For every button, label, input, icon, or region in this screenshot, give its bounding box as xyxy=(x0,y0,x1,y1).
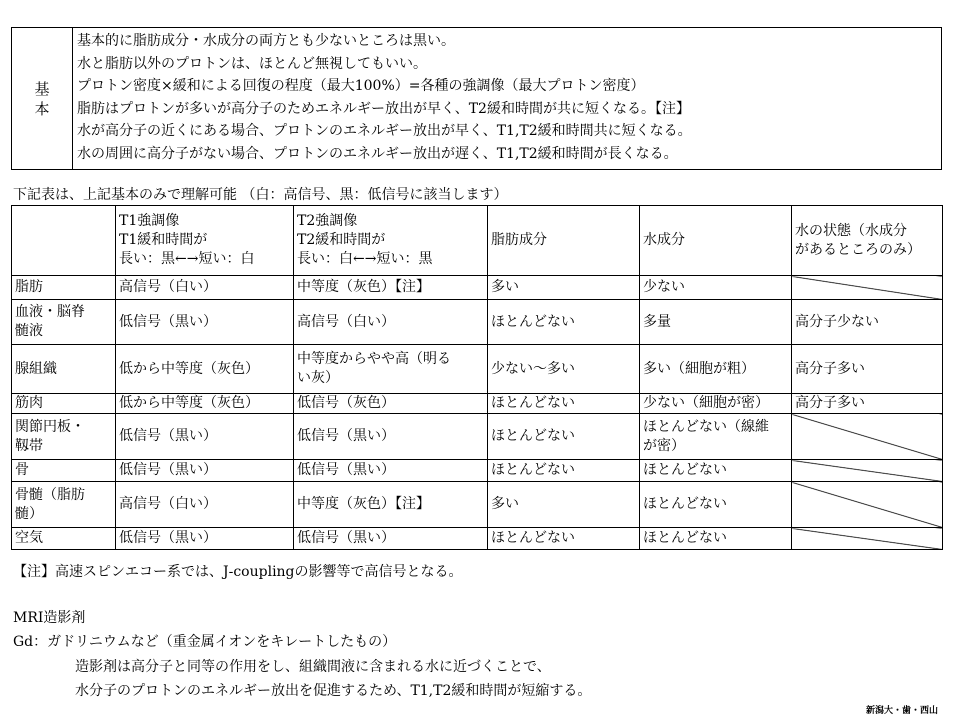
table-cell: ほとんどない xyxy=(640,528,792,550)
basic-principles-box xyxy=(11,27,942,170)
table-row xyxy=(12,345,943,394)
contrast-description-line: 造影剤は高分子と同等の作用をし、組織間液に含まれる水に近づくことで、 xyxy=(75,659,551,675)
table-cell: ほとんどない xyxy=(488,414,640,460)
table-header-cell xyxy=(12,206,116,276)
tissue-name-cell: 骨 xyxy=(12,460,116,482)
table-cell xyxy=(792,276,943,300)
table-cell: 低信号（黒い） xyxy=(116,460,294,482)
table-cell: 中等度からやや高（明る い灰） xyxy=(294,345,488,394)
table-cell: 多い xyxy=(488,482,640,528)
table-cell: 高分子少ない xyxy=(792,300,943,345)
table-header-cell: T2強調像 T2緩和時間が 長い：白←→短い：黒 xyxy=(294,206,488,276)
table-cell: 高信号（白い） xyxy=(116,276,294,300)
table-header-cell: 脂肪成分 xyxy=(488,206,640,276)
credit: 新潟大・歯・西山 xyxy=(865,706,938,716)
tissue-name-cell: 骨髄（脂肪 髄） xyxy=(12,482,116,528)
tissue-name-cell: 脂肪 xyxy=(12,276,116,300)
table-cell: 低信号（黒い） xyxy=(294,460,488,482)
basic-lines xyxy=(73,28,941,169)
gadolinium-line: Gd：ガドリニウムなど（重金属イオンをキレートしたもの） xyxy=(13,634,397,650)
table-cell: 低信号（黒い） xyxy=(294,414,488,460)
table-cell: 少ない〜多い xyxy=(488,345,640,394)
basic-label-char: 基 xyxy=(34,79,50,98)
table-cell: 低信号（黒い） xyxy=(294,528,488,550)
table-row xyxy=(12,460,943,482)
signal-table xyxy=(11,205,943,550)
table-cell: 多い xyxy=(488,276,640,300)
table-cell: 低から中等度（灰色） xyxy=(116,345,294,394)
table-cell xyxy=(792,414,943,460)
basic-line: 水の周囲に高分子がない場合、プロトンのエネルギー放出が遅く、T1,T2緩和時間が長くなる。 xyxy=(77,145,678,162)
contrast-agent-title: MRI造影剤 xyxy=(13,610,86,626)
table-row xyxy=(12,528,943,550)
table-cell: ほとんどない xyxy=(640,482,792,528)
table-cell: 低信号（黒い） xyxy=(116,300,294,345)
table-cell: 高信号（白い） xyxy=(116,482,294,528)
table-cell xyxy=(792,528,943,550)
table-header-cell: T1強調像 T1緩和時間が 長い：黒←→短い：白 xyxy=(116,206,294,276)
tissue-name-cell: 筋肉 xyxy=(12,394,116,414)
basic-line: プロトン密度×緩和による回復の程度（最大100%）=各種の強調像（最大プロトン密度） xyxy=(77,78,645,95)
basic-line: 水が高分子の近くにある場合、プロトンのエネルギー放出が早く、T1,T2緩和時間共に短くなる。 xyxy=(77,123,692,140)
basic-label xyxy=(12,28,73,169)
table-caption: 下記表は、上記基本のみで理解可能 （白：高信号、黒：低信号に該当します） xyxy=(13,187,508,203)
table-cell: 低から中等度（灰色） xyxy=(116,394,294,414)
basic-line: 脂肪はプロトンが多いが高分子のためエネルギー放出が早く、T2緩和時間が共に短くなる。【注】 xyxy=(77,100,690,117)
footnote: 【注】高速スピンエコー系では、J-couplingの影響等で高信号となる。 xyxy=(13,564,463,580)
table-cell: 少ない（細胞が密） xyxy=(640,394,792,414)
table-row xyxy=(12,414,943,460)
table-header-cell: 水の状態（水成分 があるところのみ） xyxy=(792,206,943,276)
table-cell: 多量 xyxy=(640,300,792,345)
table-cell: ほとんどない xyxy=(488,300,640,345)
tissue-name-cell: 関節円板・ 靱帯 xyxy=(12,414,116,460)
table-cell: 低信号（黒い） xyxy=(116,414,294,460)
table-cell: ほとんどない xyxy=(488,528,640,550)
table-cell: 高分子多い xyxy=(792,345,943,394)
table-row xyxy=(12,482,943,528)
basic-line: 基本的に脂肪成分・水成分の両方とも少ないところは黒い。 xyxy=(77,33,455,49)
basic-label-char: 本 xyxy=(34,99,50,118)
table-cell: 低信号（黒い） xyxy=(116,528,294,550)
contrast-description-line: 水分子のプロトンのエネルギー放出を促進するため、T1,T2緩和時間が短縮する。 xyxy=(75,683,592,699)
table-cell: 低信号（灰色） xyxy=(294,394,488,414)
table-cell: 中等度（灰色）【注】 xyxy=(294,276,488,300)
table-cell: ほとんどない xyxy=(488,460,640,482)
table-cell: 高信号（白い） xyxy=(294,300,488,345)
table-cell: ほとんどない（線維 が密） xyxy=(640,414,792,460)
table-cell xyxy=(792,482,943,528)
basic-line: 水と脂肪以外のプロトンは、ほとんど無視してもいい。 xyxy=(77,55,427,72)
table-cell: 少ない xyxy=(640,276,792,300)
table-cell: ほとんどない xyxy=(488,394,640,414)
table-row xyxy=(12,394,943,414)
tissue-name-cell: 空気 xyxy=(12,528,116,550)
table-cell: ほとんどない xyxy=(640,460,792,482)
table-cell xyxy=(792,460,943,482)
table-row xyxy=(12,300,943,345)
table-row xyxy=(12,276,943,300)
tissue-name-cell: 血液・脳脊 髄液 xyxy=(12,300,116,345)
table-cell: 高分子多い xyxy=(792,394,943,414)
table-cell: 多い（細胞が粗） xyxy=(640,345,792,394)
table-header-cell: 水成分 xyxy=(640,206,792,276)
tissue-name-cell: 腺組織 xyxy=(12,345,116,394)
table-cell: 中等度（灰色）【注】 xyxy=(294,482,488,528)
table-header-row xyxy=(12,206,943,276)
